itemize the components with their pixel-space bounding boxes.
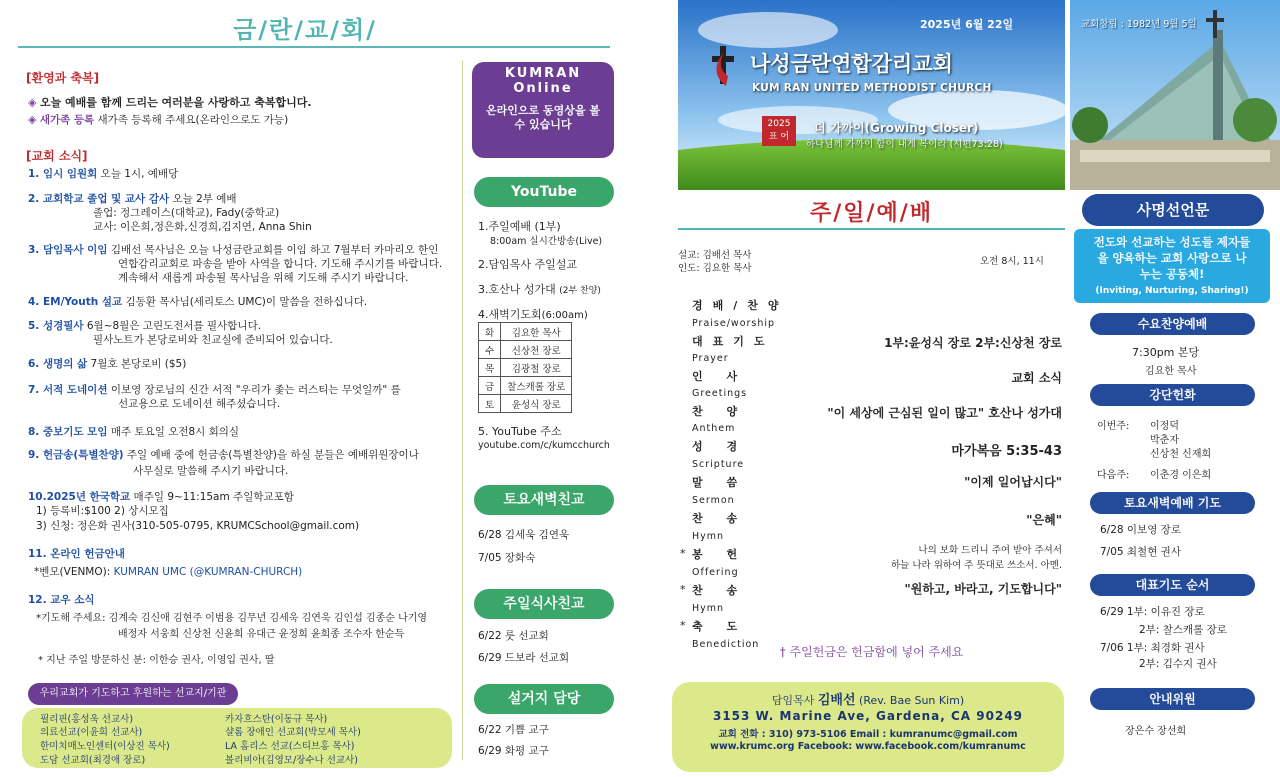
news-heading: [교회 소식]: [26, 149, 88, 163]
order-value: "원하고, 바라고, 기도합니다": [904, 582, 1062, 596]
order-item: 인 사: [692, 370, 748, 383]
news-item-3-line: 연합감리교회로 파송을 받아 사역을 합니다. 기도해 주시기를 바랍니다.: [118, 258, 443, 270]
mission-item: 카자흐스탄(이동규 목사): [225, 714, 328, 725]
table-row: 목 김광철 장로: [479, 359, 572, 377]
wednesday-leader: 김요한 목사: [1145, 366, 1197, 377]
rep-prayer-row: 6/29 1부: 이유진 장로: [1100, 606, 1205, 618]
pastor-line: 담임목사 김배선 (Rev. Bae Sun Kim): [771, 693, 965, 708]
prayer-list: *기도해 주세요: 김계숙 김신애 김현주 이범용 김무년 김세욱 김연욱 김인섭 김종순 나기영: [36, 613, 428, 624]
table-row: 토 윤성식 장로: [479, 395, 572, 413]
youtube-item-2: 2.담임목사 주일설교: [478, 258, 577, 271]
news-item-9-line: 사무실로 말씀해 주시기 바랍니다.: [133, 465, 289, 477]
offering-hymn-line: 나의 보화 드리니 주여 받아 주셔서: [918, 545, 1062, 556]
news-item-1: 1. 임시 임원회 오늘 1시, 예배당: [28, 168, 179, 180]
mission-item: 한미치매노인센터(이상진 목사): [40, 741, 170, 752]
order-value: 마가복음 5:35-43: [951, 444, 1062, 459]
order-item: 경배/찬양: [692, 299, 789, 312]
news-item-6: 6. 생명의 삶 7월호 본당로비 ($5): [28, 358, 187, 370]
table-row: 수 신상천 장로: [479, 341, 572, 359]
visitors-line: * 지난 주일 방문하신 분: 이한승 권사, 이영입 권사, 딸: [38, 655, 275, 666]
order-item-en: Scripture: [692, 459, 745, 470]
news-item-4: 4. EM/Youth 설교 김동환 목사님(세리토스 UMC)이 말씀을 전하십니다.: [28, 296, 368, 308]
wednesday-service-title: 수요찬양예배: [1090, 313, 1255, 335]
diamond-icon: ◈: [28, 96, 37, 109]
youtube-item-4: 4.새벽기도회(6:00am): [478, 308, 588, 321]
order-item-en: Anthem: [692, 423, 736, 434]
table-row: 금 찰스캐롤 장로: [479, 377, 572, 395]
wednesday-time: 7:30pm 본당: [1132, 346, 1200, 359]
order-value: "은혜": [1026, 513, 1062, 527]
online-title: KUMRAN Online: [504, 66, 582, 96]
worship-title: 주/일/예/배: [809, 201, 934, 226]
order-item-en: Benediction: [692, 639, 760, 650]
dishwashing-row: 6/22 기쁨 교구: [478, 724, 549, 736]
youtube-url[interactable]: youtube.com/c/kumcchurch: [478, 440, 610, 451]
service-times: 오전 8시, 11시: [980, 256, 1044, 267]
news-item-5: 5. 성경필사 6월~8월은 고린도전서를 필사합니다.: [28, 320, 262, 332]
saturday-fellowship-row: 7/05 장화숙: [478, 552, 536, 564]
order-item-en: Prayer: [692, 353, 729, 364]
sunday-meal-row: 6/29 드보라 선교회: [478, 652, 570, 664]
news-item-10-line: 1) 등록비:$100 2) 상시모집: [36, 505, 169, 517]
sunday-meal-row: 6/22 룻 선교회: [478, 630, 549, 642]
welcome-line: ◈ 오늘 예배를 함께 드리는 여러분을 사랑하고 축복합니다.: [28, 96, 312, 109]
mission-item: 볼리비아(김영모/장수나 선교사): [225, 755, 358, 766]
motto-verse: 하나님께 가까이 함이 내게 복이라 (시편73:28): [806, 139, 1003, 150]
youtube-item-3: 3.호산나 성가대 (2부 찬양): [478, 283, 601, 296]
mission-item: 도담 선교회(최경애 장로): [40, 755, 146, 766]
saturday-prayer-row: 6/28 이보영 장로: [1100, 524, 1181, 536]
news-item-5-line: 필사노트가 본당로비와 친교실에 준비되어 있습니다.: [93, 334, 333, 346]
founded-date: 교회창립 : 1982년 9월 5일: [1081, 19, 1197, 30]
divider: [462, 60, 463, 760]
rep-prayer-row: 2부: 김수지 권사: [1139, 658, 1217, 670]
ushers-names: 장은수 장선희: [1125, 726, 1187, 737]
news-item-8: 8. 중보기도 모임 매주 토요일 오전8시 회의실: [28, 426, 240, 438]
news-item-10: 10.2025년 한국학교 매주일 9~11:15am 주일학교포함: [28, 491, 294, 503]
altar-name: 신상천 신재희: [1150, 449, 1212, 460]
rep-prayer-row: 2부: 찰스캐롤 장로: [1139, 624, 1227, 636]
order-value: 교회 소식: [1011, 371, 1062, 385]
diamond-icon: ◈: [28, 113, 37, 126]
divider: [678, 228, 1065, 230]
year-badge: 2025 표 어: [762, 116, 796, 146]
youtube-button[interactable]: YouTube: [474, 177, 614, 207]
bulletin-date: 2025년 6월 22일: [920, 18, 1014, 31]
mission-item: 필리핀(홍성욱 선교사): [40, 714, 134, 725]
mission-item: 샬롬 장애인 선교회(박모세 목사): [225, 727, 361, 738]
order-item-en: Greetings: [692, 388, 748, 399]
online-text: 온라인으로 동영상을 볼 수 있습니다: [486, 104, 600, 131]
altar-flowers-title: 강단헌화: [1090, 384, 1255, 406]
order-item: 찬 송: [692, 512, 748, 525]
preacher: 설교: 김배선 목사: [678, 250, 752, 261]
youtube-item-5: 5. YouTube 주소: [478, 425, 562, 438]
saturday-prayer-row: 7/05 최철현 권사: [1100, 546, 1181, 558]
rep-prayer-title: 대표기도 순서: [1090, 574, 1255, 596]
church-address: 3153 W. Marine Ave, Gardena, CA 90249: [712, 709, 1024, 723]
offering-note: † 주일헌금은 헌금함에 넣어 주세요: [779, 645, 964, 659]
church-name-en: KUM RAN UNITED METHODIST CHURCH: [752, 82, 992, 94]
altar-name: 이정덕: [1150, 421, 1179, 432]
news-item-2-line: 졸업: 정그레이스(대학교), Fady(중학교): [93, 207, 280, 219]
order-item-en: Sermon: [692, 495, 735, 506]
dishwashing-row: 6/29 화평 교구: [478, 745, 549, 757]
order-item-en: Hymn: [692, 603, 725, 614]
order-item: 찬 송: [692, 584, 748, 597]
news-item-11: 11. 온라인 헌금안내: [28, 548, 125, 560]
news-item-2-line: 교사: 이은희,정은화,신경희,김지연, Anna Shin: [93, 221, 312, 233]
church-contact[interactable]: 교회 전화 : 310) 973-5106 Email : kumranumc@gmail.com: [718, 729, 1018, 740]
order-item: 성 경: [692, 440, 748, 453]
news-item-2: 2. 교회학교 졸업 및 교사 감사 오늘 2부 예배: [28, 193, 237, 205]
mission-item: LA 홈리스 선교(스티브홍 목사): [225, 741, 355, 752]
order-item-en: Praise/worship: [692, 318, 776, 329]
saturday-fellowship-row: 6/28 김세욱 김연욱: [478, 529, 570, 541]
mission-text: 전도와 선교하는 성도들 제자들을 양육하는 교회 사랑으로 나누는 공동체!: [1093, 235, 1251, 281]
star-icon: *: [680, 547, 686, 560]
news-item-3-line: 계속해서 새롭게 파송될 목사님을 위해 기도해 주시기 바랍니다.: [118, 272, 409, 284]
church-web[interactable]: www.krumc.org Facebook: www.facebook.com/kumranumc: [710, 741, 1026, 752]
welcome-heading: [환영과 축복]: [26, 71, 100, 85]
order-value: "이 세상에 근심된 일이 많고" 호산나 성가대: [827, 406, 1062, 420]
order-item-en: Offering: [692, 567, 739, 578]
missions-title: 우리교회가 기도하고 후원하는 선교지/기관: [28, 683, 238, 705]
mission-title: 사명선언문: [1082, 194, 1264, 226]
dawn-prayer-table: [478, 322, 572, 413]
newcomer-line: ◈ 새가족 등록 새가족 등록해 주세요(온라인으로도 가능): [28, 113, 289, 126]
altar-label: 다음주:: [1097, 470, 1130, 481]
worship-leader: 인도: 김요한 목사: [678, 263, 752, 274]
order-item: 축 도: [692, 620, 748, 633]
order-item: 말 씀: [692, 476, 748, 489]
altar-name: 이춘경 이은희: [1150, 470, 1212, 481]
page-title: 금/란/교/회/: [233, 16, 377, 44]
news-item-7-line: 선교용으로 도네이션 해주셨습니다.: [118, 398, 281, 410]
star-icon: *: [680, 619, 686, 632]
mission-item: 의료선교(이윤희 선교사): [40, 727, 143, 738]
order-value: 1부:윤성식 장로 2부:신상천 장로: [884, 336, 1062, 350]
ushers-title: 안내위원: [1090, 688, 1255, 710]
altar-label: 이번주:: [1097, 421, 1130, 432]
mission-text-en: (Inviting, Nurturing, Sharing!): [1095, 286, 1249, 296]
dishwashing-title: 설거지 담당: [474, 684, 614, 714]
venmo-line: *벤모(VENMO): KUMRAN UMC (@KUMRAN-CHURCH): [34, 566, 303, 578]
order-item: 대표기도: [692, 335, 775, 348]
sunday-meal-title: 주일식사친교: [474, 589, 614, 619]
order-item: 봉 헌: [692, 548, 748, 561]
year-motto: 더 가까이(Growing Closer): [814, 121, 979, 135]
table-row: 화 김요한 목사: [479, 323, 572, 341]
order-item: 찬 양: [692, 405, 748, 418]
news-item-12: 12. 교우 소식: [28, 594, 95, 606]
rep-prayer-row: 7/06 1부: 최경화 권사: [1100, 642, 1205, 654]
order-item-en: Hymn: [692, 531, 725, 542]
youtube-item-1-sub: 8:00am 실시간방송(Live): [490, 236, 603, 247]
saturday-prayer-title: 토요새벽예배 기도: [1090, 492, 1255, 514]
saturday-fellowship-title: 토요새벽친교: [474, 485, 614, 515]
offering-hymn-line: 하늘 나라 위하여 주 뜻대로 쓰소서. 아멘.: [891, 560, 1062, 571]
news-item-7: 7. 서적 도네이션 이보영 장로님의 신간 서적 "우리가 좇는 러스티는 무엇일까" 를: [28, 384, 401, 396]
star-icon: *: [680, 583, 686, 596]
divider: [18, 46, 610, 48]
news-item-3: 3. 담임목사 이임 김배선 목사님은 오늘 나성금란교회를 이임 하고 7월부터 카마리오 한인: [28, 244, 439, 256]
news-item-10-line: 3) 신청: 정은화 권사(310-505-0795, KRUMCSchool@gmail.com): [36, 520, 360, 532]
youtube-item-1: 1.주일예배 (1부): [478, 220, 561, 233]
church-name: 나성금란연합감리교회: [750, 52, 953, 76]
prayer-list: 배정자 서웅희 신상천 신윤희 유대근 윤정희 윤희종 조수자 한순득: [118, 629, 405, 640]
altar-name: 박춘자: [1150, 435, 1179, 446]
order-value: "이제 일어납시다": [964, 475, 1062, 489]
news-item-9: 9. 헌금송(특별찬양) 주일 예배 중에 헌금송(특별찬양)을 하실 분들은 예배위원장이나: [28, 449, 419, 461]
